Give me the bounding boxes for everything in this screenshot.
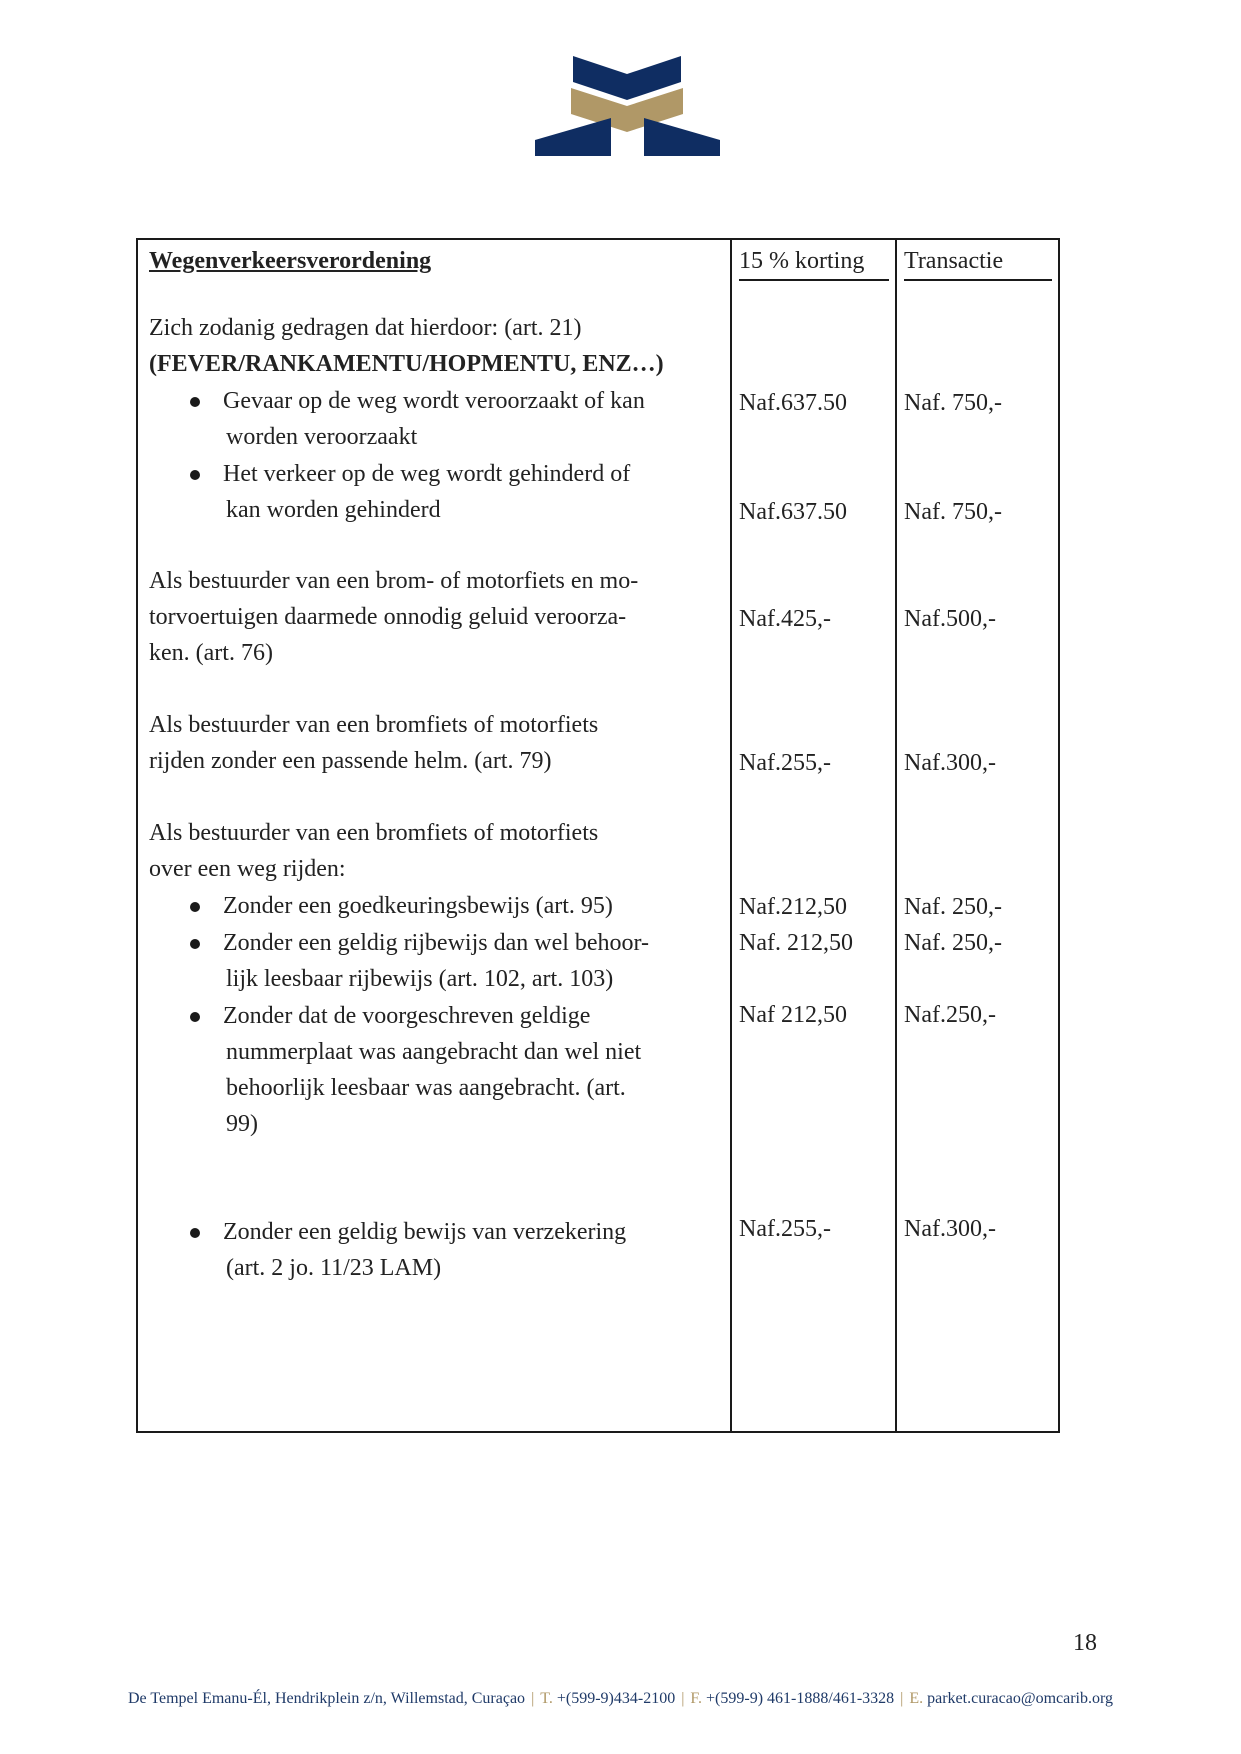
transaction-amount: Naf.300,- bbox=[904, 1216, 996, 1242]
footer-separator: | bbox=[681, 1690, 685, 1707]
discount-column-header: 15 % korting bbox=[739, 248, 889, 281]
page-footer bbox=[0, 1690, 1241, 1708]
column-divider bbox=[895, 240, 897, 1431]
offense-line: lijk leesbaar rijbewijs (art. 102, art. 103) bbox=[226, 966, 614, 992]
footer-phone: +(599-9)434-2100 bbox=[556, 1690, 676, 1707]
transaction-amount: Naf.500,- bbox=[904, 606, 996, 632]
discount-amount: Naf.212,50 bbox=[739, 894, 847, 920]
offense-line: 99) bbox=[226, 1111, 258, 1137]
bullet-icon bbox=[190, 470, 200, 480]
discount-amount: Naf.255,- bbox=[739, 750, 831, 776]
bullet-icon bbox=[190, 1228, 200, 1238]
offense-line: Zonder een geldig rijbewijs dan wel behoor- bbox=[223, 930, 650, 956]
offense-line: Het verkeer op de weg wordt gehinderd of bbox=[223, 461, 631, 487]
transaction-amount: Naf. 750,- bbox=[904, 390, 1002, 416]
footer-address: De Tempel Emanu-Él, Hendrikplein z/n, Willemstad, Curaçao bbox=[127, 1690, 526, 1707]
transaction-amount: Naf.250,- bbox=[904, 1002, 996, 1028]
transaction-amount: Naf. 750,- bbox=[904, 499, 1002, 525]
footer-email-key: E. bbox=[909, 1690, 924, 1707]
fines-table bbox=[136, 238, 1060, 1433]
organization-logo bbox=[535, 56, 720, 166]
offense-line: (FEVER/RANKAMENTU/HOPMENTU, ENZ…) bbox=[149, 351, 664, 377]
transaction-column-header: Transactie bbox=[904, 248, 1052, 281]
transaction-amount: Naf.300,- bbox=[904, 750, 996, 776]
offense-line: Als bestuurder van een bromfiets of motorfiets bbox=[149, 712, 599, 738]
offense-line: behoorlijk leesbaar was aangebracht. (art. bbox=[226, 1075, 626, 1101]
discount-amount: Naf 212,50 bbox=[739, 1002, 847, 1028]
discount-amount: Naf.637.50 bbox=[739, 499, 847, 525]
footer-separator: | bbox=[531, 1690, 535, 1707]
transaction-amount: Naf. 250,- bbox=[904, 894, 1002, 920]
discount-amount: Naf.637.50 bbox=[739, 390, 847, 416]
bullet-icon bbox=[190, 939, 200, 949]
offense-line: (art. 2 jo. 11/23 LAM) bbox=[226, 1255, 442, 1281]
bullet-icon bbox=[190, 902, 200, 912]
column-divider bbox=[730, 240, 732, 1431]
offense-line: torvoertuigen daarmede onnodig geluid veroorza- bbox=[149, 604, 627, 630]
table-title: Wegenverkeersverordening bbox=[149, 248, 432, 274]
footer-separator: | bbox=[900, 1690, 904, 1707]
bullet-icon bbox=[190, 1012, 200, 1022]
offense-line: over een weg rijden: bbox=[149, 856, 346, 882]
logo-right-wing bbox=[644, 118, 720, 156]
discount-amount: Naf. 212,50 bbox=[739, 930, 853, 956]
footer-fax: +(599-9) 461-1888/461-3328 bbox=[706, 1690, 895, 1707]
logo-left-wing bbox=[535, 118, 611, 156]
offense-line: kan worden gehinderd bbox=[226, 497, 441, 523]
footer-fax-key: F. bbox=[690, 1690, 703, 1707]
offense-line: Zonder dat de voorgeschreven geldige bbox=[223, 1003, 591, 1029]
discount-amount: Naf.255,- bbox=[739, 1216, 831, 1242]
offense-line: Zonder een goedkeuringsbewijs (art. 95) bbox=[223, 893, 613, 919]
discount-amount: Naf.425,- bbox=[739, 606, 831, 632]
offense-line: Zich zodanig gedragen dat hierdoor: (art. 21) bbox=[149, 315, 582, 341]
offense-line: Als bestuurder van een bromfiets of motorfiets bbox=[149, 820, 599, 846]
offense-line: Gevaar op de weg wordt veroorzaakt of kan bbox=[223, 388, 645, 414]
offense-line: nummerplaat was aangebracht dan wel niet bbox=[226, 1039, 642, 1065]
offense-line: worden veroorzaakt bbox=[226, 424, 418, 450]
offense-line: ken. (art. 76) bbox=[149, 640, 273, 666]
transaction-amount: Naf. 250,- bbox=[904, 930, 1002, 956]
offense-line: rijden zonder een passende helm. (art. 79) bbox=[149, 748, 552, 774]
offense-line: Zonder een geldig bewijs van verzekering bbox=[223, 1219, 627, 1245]
bullet-icon bbox=[190, 397, 200, 407]
logo-top-chevron bbox=[573, 56, 681, 100]
offense-line: Als bestuurder van een brom- of motorfiets en mo- bbox=[149, 568, 639, 594]
footer-phone-key: T. bbox=[540, 1690, 553, 1707]
footer-email[interactable]: parket.curacao@omcarib.org bbox=[927, 1690, 1114, 1707]
page-number: 18 bbox=[1073, 1630, 1097, 1656]
